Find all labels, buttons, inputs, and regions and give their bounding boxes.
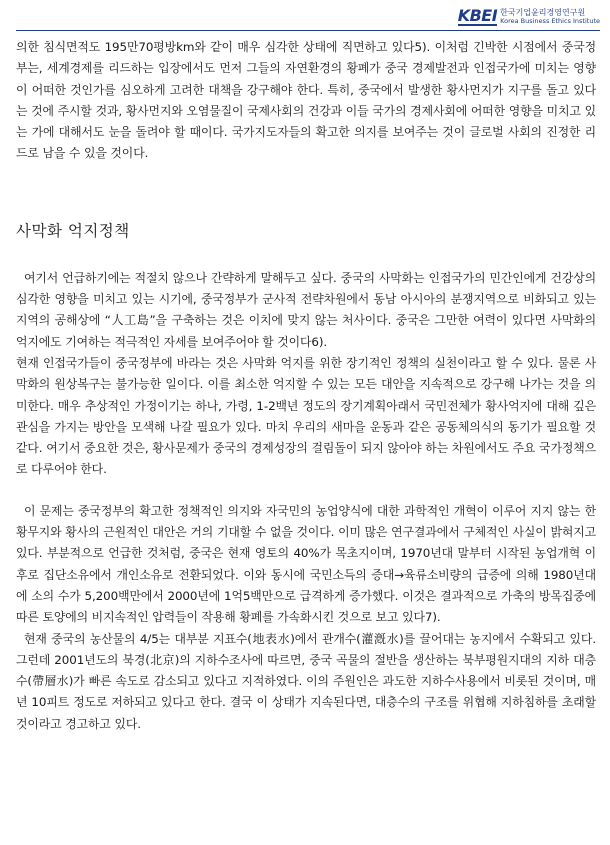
header-divider xyxy=(16,30,600,31)
section-heading: 사막화 억지정책 xyxy=(16,221,130,240)
paragraph-desertification-1: 여기서 언급하기에는 적절치 않으나 간략하게 말해두고 싶다. 중국의 사막화는 인접국가의 민간인에게 건강상의 심각한 영향을 미치고 있는 시기에, 중국정부가 군사적 전략차원에서 동남 아시아의 분쟁지역으로 비화되고 있는 지역의 공해상에 “人工島”을 구축하는 것은 이치에 맞지 않는 처사이다. 중국은 그만한 여력이 있다면 사막화의 억지에도 기여하는 적극적인 자세를 보여주어야 할 것이다6). xyxy=(16,270,596,349)
paragraph-policy: 이 문제는 중국정부의 확고한 정책적인 의지와 자국민의 농업양식에 대한 과학적인 개혁이 이루어 지지 않는 한 황무지와 황사의 근원적인 대안은 거의 기대할 수 없을 것이다. 이미 많은 연구결과에서 구체적인 사실이 밝혀지고 있다. 부분적으로 언급한 것처럼, 중국은 현재 영토의 40%가 목초지이며, 1970년대 말부터 시작된 농업개혁 이후로 집단소유에서 개인소유로 전환되었다. 이와 동시에 국민소득의 증대→육류소비량의 급증에 의해 1980년대에 소의 수가 5,200백만에서 2000년에 1억5백만으로 급격하게 증가했다. 이것은 결과적으로 가축의 방목집중에 따른 토양에의 비지속적인 압력들이 작용해 황폐를 가속화시킨 것으로 보고 있다7). xyxy=(16,503,596,625)
paragraph-groundwater: 현재 중국의 농산물의 4/5는 대부분 지표수(地表水)에서 관개수(灌漑水)를 끌어대는 농지에서 수확되고 있다. 그런데 2001년도의 북경(北京)의 지하수조사에 따르면, 중국 곡물의 절반을 생산하는 북부평원지대의 지하 대층수(帶層水)가 빠른 속도로 감소되고 있다고 지적하였다. 이의 주원인은 과도한 지하수사용에서 비롯된 것이며, 매년 10피트 정도로 저하되고 있다고 한다. 결국 이 상태가 지속된다면, 대층수의 구조를 위협해 지하침하를 초래할 것이라고 경고하고 있다. xyxy=(16,631,596,731)
institute-logo-text xyxy=(500,8,600,26)
paragraph-intro: 의한 침식면적도 195만70평방km와 같이 매우 심각한 상태에 직면하고 있다5). 이처럼 긴박한 시점에서 중국정부는, 세계경제를 리드하는 입장에서도 먼저 그들의 자연환경의 황폐가 중국 경제발전과 인접국가에 미치는 영향이 어떠한 것인가를 심오하게 고려한 대책을 강구해야 한다. 특히, 중국에서 발생한 황사먼지가 지구를 돌고 있다는 것에 주시할 것과, 황사먼지와 오염물질이 국제사회의 건강과 이들 국가의 경제사회에 어떠한 영향을 미치고 있는 가에 대해서도 눈을 돌려야 할 때이다. 국가지도자들의 확고한 의지를 보여주는 것이 글로벌 사회의 진정한 리드로 남을 수 있을 것이다. xyxy=(16,40,596,161)
paragraph-gap xyxy=(16,481,596,501)
document-body xyxy=(16,37,596,735)
institute-logo-mark: KBEI xyxy=(457,6,498,25)
institute-name-korean: 한국기업윤리경영연구원 xyxy=(500,8,586,17)
institute-name-english: Korea Business Ethics Institute xyxy=(500,17,600,25)
paragraph-desertification-2: 현재 인접국가들이 중국정부에 바라는 것은 사막화 억지를 위한 장기적인 정책의 실천이라고 할 수 있다. 물론 사막화의 원상복구는 불가능한 일이다. 이를 최소한 억지할 수 있는 모든 대안을 지속적으로 강구해 나가는 것을 의미한다. 매우 추상적인 가정이기는 하나, 가령, 1-2백년 정도의 장기계획아래서 국민전체가 황사억지에 대해 깊은 관심을 가지는 방안을 모색해 나갈 필요가 있다. 마치 우리의 새마을 운동과 같은 공동체의식의 동기가 필요할 것 같다. 여기서 중요한 것은, 황사문제가 중국의 경제성장의 걸림돌이 되지 않아야 하는 차원에서도 주요 국가정책으로 다루어야 한다. xyxy=(16,355,596,477)
header-logo xyxy=(458,6,600,28)
